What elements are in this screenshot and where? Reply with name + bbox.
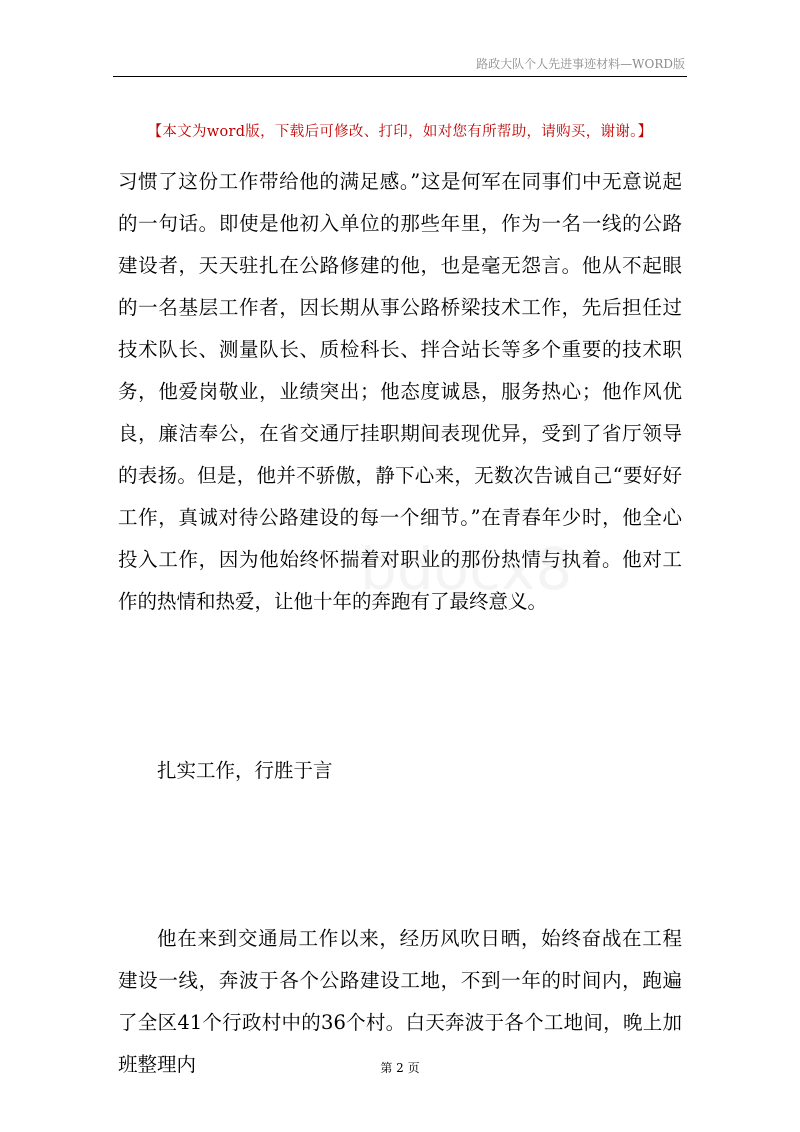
header-title: 路政大队个人先进事迹材料—WORD版 <box>476 57 685 71</box>
header-divider <box>113 76 687 77</box>
paragraph-2: 他在来到交通局工作以来，经历风吹日晒，始终奋战在工程建设一线，奔波于各个公路建设工地，不到一年的时间内，跑遍了全区41个行政村中的36个村。白天奔波于各个工地间，晚上加班整理内 <box>118 927 682 1076</box>
page-number: 第 2 页 <box>380 1061 420 1075</box>
section-heading: 扎实工作，行胜于言 <box>157 759 333 782</box>
paragraph-1: 习惯了这份工作带给他的满足感。”这是何军在同事们中无意说起的一句话。即使是他初入单位的那些年里，作为一名一线的公路建设者，天天驻扎在公路修建的他，也是毫无怨言。他从不起眼的一名基层工作者，因长期从事公路桥梁技术工作，先后担任过技术队长、测量队长、质检科长、拌合站长等多个重要的技术职务，他爱岗敬业，业绩突出；他态度诚恳，服务热心；他作风优良，廉洁奉公，在省交通厅挂职期间表现优异，受到了省厅领导的表扬。但是，他并不骄傲，静下心来，无数次告诫自己“要好好工作，真诚对待公路建设的每一个细节。”在青春年少时，他全心投入工作，因为他始终怀揣着对职业的那份热情与执着。他对工作的热情和热爱，让他十年的奔跑有了最终意义。 <box>118 170 682 613</box>
purchase-notice: 【本文为word版，下载后可修改、打印，如对您有所帮助，请购买，谢谢。】 <box>147 124 653 140</box>
